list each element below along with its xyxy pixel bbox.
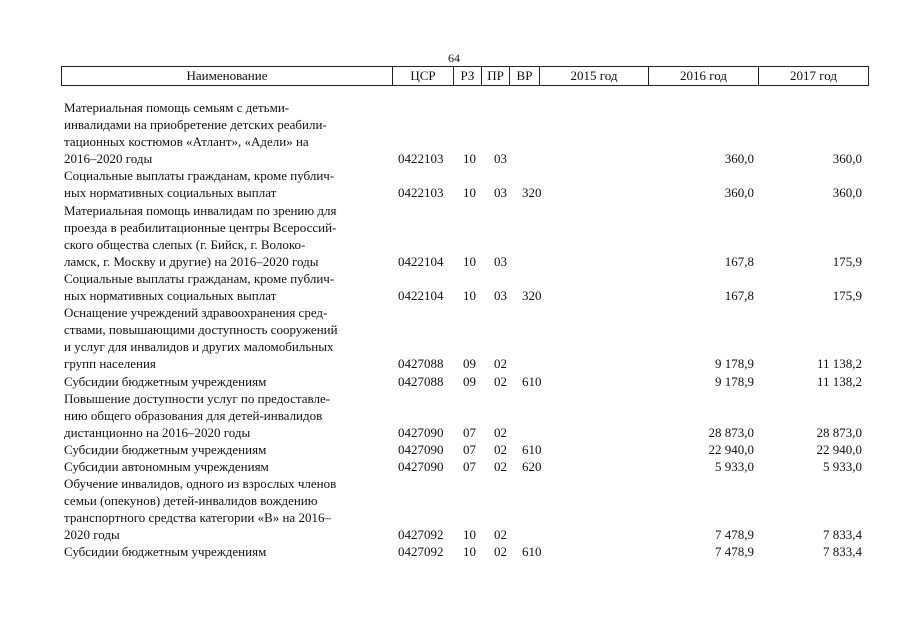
row-name: Обучение инвалидов, одного из взрослых членов семьи (опекунов) детей-инвалидов вождению транспортного средства категории «В» на 2016– 2020 годы: [64, 476, 337, 543]
row-pr: 02: [494, 373, 507, 389]
row-rz: 09: [463, 356, 476, 372]
row-pr: 03: [494, 288, 507, 304]
row-rz: 07: [463, 441, 476, 457]
row-2016: 167,8: [724, 288, 754, 304]
header-name: Наименование: [62, 67, 393, 85]
table-row: [0, 304, 905, 372]
row-vr: 610: [522, 441, 542, 457]
row-pr: 02: [494, 424, 507, 440]
row-2016: 7 478,9: [715, 527, 754, 543]
row-vr: 620: [522, 458, 542, 474]
row-2017: 7 833,4: [823, 527, 862, 543]
table-row: [0, 373, 905, 390]
row-vr: 610: [522, 373, 542, 389]
row-csr: 0427090: [398, 424, 444, 440]
row-2017: 175,9: [832, 253, 862, 269]
row-2016: 167,8: [724, 253, 754, 269]
table-row: [0, 458, 905, 475]
row-csr: 0427092: [398, 544, 444, 560]
row-name: Субсидии бюджетным учреждениям: [64, 373, 267, 389]
row-2017: 175,9: [832, 288, 862, 304]
header-2015: 2015 год: [540, 67, 649, 85]
row-2017: 7 833,4: [823, 544, 862, 560]
row-name: Оснащение учреждений здравоохранения сред- ствами, повышающими доступность сооружений и услуг для инвалидов и других маломобильных групп населения: [64, 305, 338, 372]
row-pr: 02: [494, 527, 507, 543]
table-row: [0, 99, 905, 167]
row-pr: 03: [494, 253, 507, 269]
row-name: Социальные выплаты гражданам, кроме публич- ных нормативных социальных выплат: [64, 270, 335, 304]
table-row: [0, 543, 905, 560]
page-number: 64: [448, 51, 460, 65]
row-name: Субсидии автономным учреждениям: [64, 458, 269, 474]
row-2016: 5 933,0: [715, 458, 754, 474]
row-pr: 03: [494, 151, 507, 167]
row-2016: 360,0: [724, 151, 754, 167]
row-2016: 360,0: [724, 185, 754, 201]
table-row: [0, 441, 905, 458]
row-name: Субсидии бюджетным учреждениям: [64, 441, 267, 457]
row-rz: 10: [463, 288, 476, 304]
row-rz: 10: [463, 185, 476, 201]
row-vr: 320: [522, 185, 542, 201]
row-csr: 0422104: [398, 288, 444, 304]
row-csr: 0422103: [398, 185, 444, 201]
row-csr: 0427088: [398, 373, 444, 389]
row-csr: 0427092: [398, 527, 444, 543]
row-name: Субсидии бюджетным учреждениям: [64, 544, 267, 560]
row-2016: 9 178,9: [715, 356, 754, 372]
row-vr: 610: [522, 544, 542, 560]
table-body: [0, 99, 905, 561]
table-row: [0, 167, 905, 201]
header-csr: ЦСР: [393, 67, 454, 85]
row-rz: 10: [463, 544, 476, 560]
row-name: Социальные выплаты гражданам, кроме публич- ных нормативных социальных выплат: [64, 168, 335, 201]
header-2017: 2017 год: [790, 68, 837, 83]
row-2017: 28 873,0: [816, 424, 862, 440]
row-pr: 03: [494, 185, 507, 201]
row-2017: 11 138,2: [816, 356, 862, 372]
row-2016: 28 873,0: [708, 424, 754, 440]
table-header: [61, 66, 869, 86]
table-row: [0, 202, 905, 270]
row-rz: 09: [463, 373, 476, 389]
row-2017: 22 940,0: [816, 441, 862, 457]
row-vr: 320: [522, 288, 542, 304]
row-2017: 5 933,0: [823, 458, 862, 474]
row-csr: 0427090: [398, 458, 444, 474]
row-pr: 02: [494, 458, 507, 474]
row-pr: 02: [494, 441, 507, 457]
row-2016: 7 478,9: [715, 544, 754, 560]
row-2017: 360,0: [832, 151, 862, 167]
row-csr: 0422104: [398, 253, 444, 269]
row-rz: 10: [463, 253, 476, 269]
row-rz: 07: [463, 424, 476, 440]
row-rz: 10: [463, 151, 476, 167]
header-2016: 2016 год: [649, 67, 759, 85]
header-pr: ПР: [482, 67, 510, 85]
row-pr: 02: [494, 356, 507, 372]
row-2017: 11 138,2: [816, 373, 862, 389]
row-name: Материальная помощь семьям с детьми- инвалидами на приобретение детских реабили- тационных костюмов «Атлант», «Адели» на 2016–2020 годы: [64, 100, 327, 167]
row-2016: 22 940,0: [708, 441, 754, 457]
header-rz: РЗ: [454, 67, 482, 85]
row-pr: 02: [494, 544, 507, 560]
table-row: [0, 390, 905, 441]
row-2016: 9 178,9: [715, 373, 754, 389]
row-2017: 360,0: [832, 185, 862, 201]
row-rz: 10: [463, 527, 476, 543]
row-csr: 0427088: [398, 356, 444, 372]
row-name: Материальная помощь инвалидам по зрению для проезда в реабилитационные центры Всероссий- ского общества слепых (г. Бийск, г. Волоко- ламск, г. Москву и другие) на 2016–2020 годы: [64, 202, 337, 269]
header-vr: ВР: [510, 67, 540, 85]
row-rz: 07: [463, 458, 476, 474]
table-row: [0, 270, 905, 304]
row-name: Повышение доступности услуг по предоставле- нию общего образования для детей-инвалидов дистанционно на 2016–2020 годы: [64, 390, 331, 440]
table-row: [0, 475, 905, 543]
row-csr: 0422103: [398, 151, 444, 167]
row-csr: 0427090: [398, 441, 444, 457]
